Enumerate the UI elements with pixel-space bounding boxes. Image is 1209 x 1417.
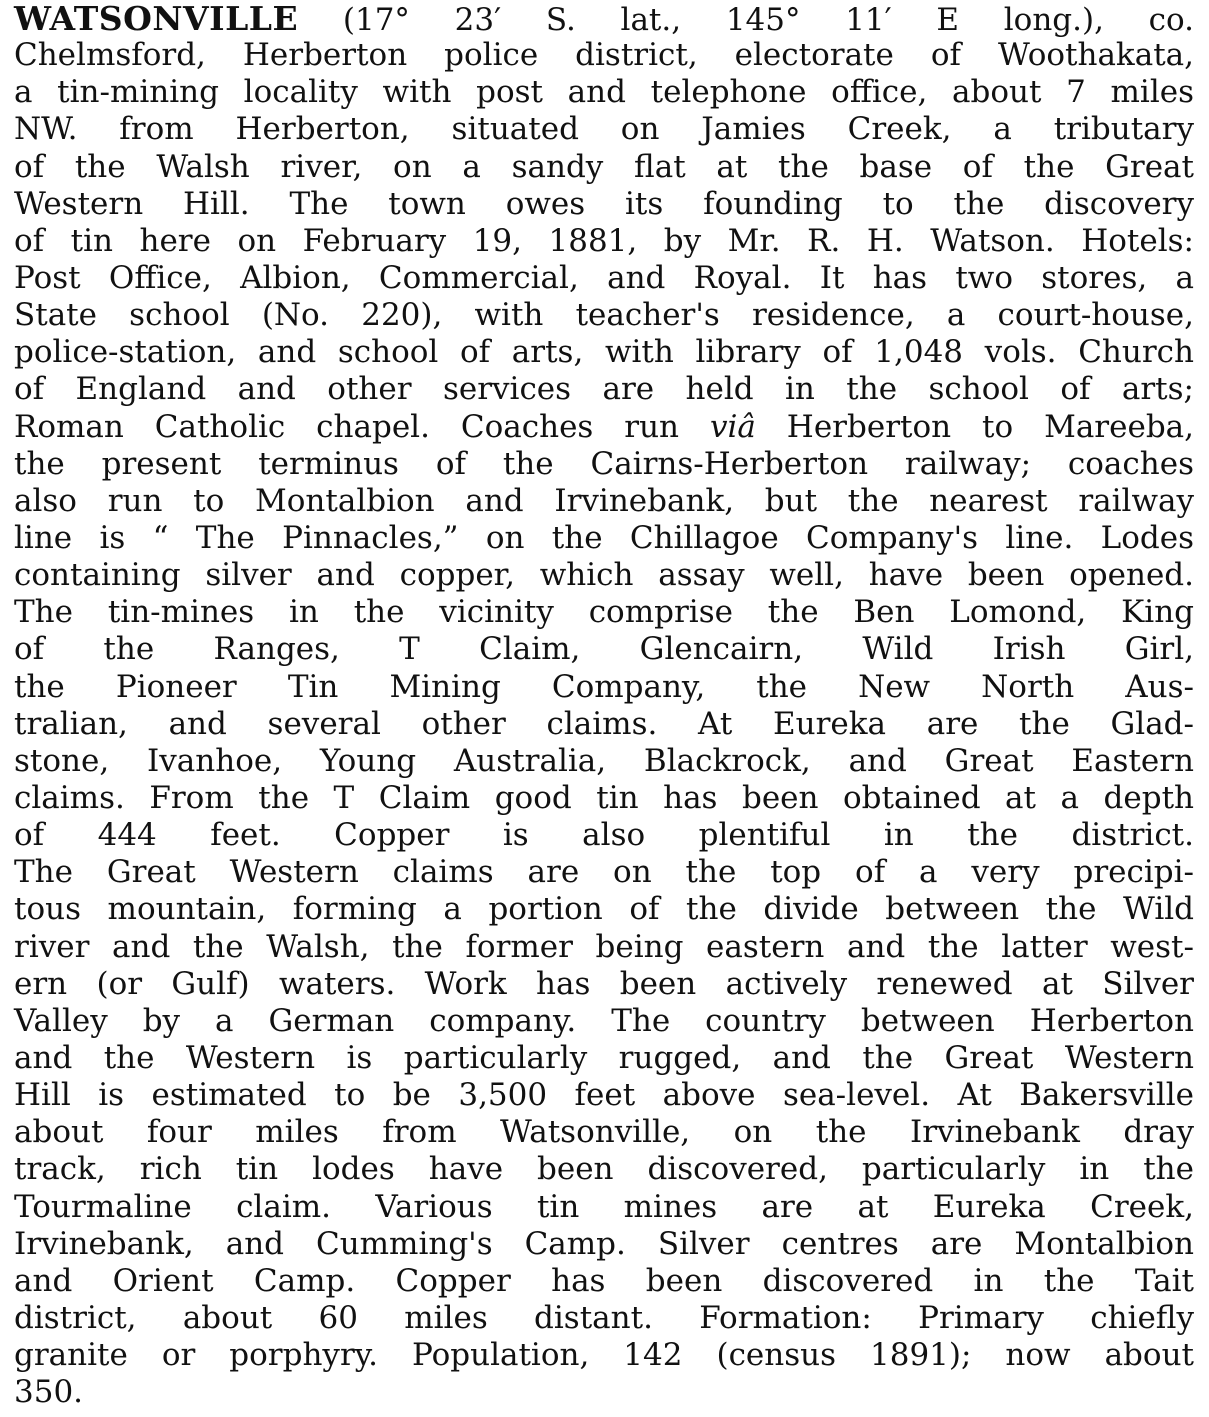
entry-text: Herberton to Mareeba, (755, 408, 1194, 445)
entry-line: Hill is estimated to be 3,500 feet above sea-level. At Bakersville (14, 1077, 1194, 1114)
entry-line: The tin-mines in the vicinity comprise the Ben Lomond, King (14, 594, 1194, 631)
entry-line: Chelmsford, Herberton police district, electorate of Woothakata, (14, 37, 1194, 74)
entry-line: The Great Western claims are on the top of a very precipi- (14, 854, 1194, 891)
coordinates-and-county: (17° 23′ S. lat., 145° 11′ E long.), co. (298, 2, 1194, 38)
entry-line: State school (No. 220), with teacher's residence, a court-house, (14, 297, 1194, 334)
entry-line: the Pioneer Tin Mining Company, the New North Aus- (14, 668, 1194, 705)
entry-line: of tin here on February 19, 1881, by Mr. R. H. Watson. Hotels: (14, 222, 1194, 259)
entry-line: the present terminus of the Cairns-Herberton railway; coaches (14, 445, 1194, 482)
entry-line: of the Walsh river, on a sandy flat at the base of the Great (14, 148, 1194, 185)
entry-line: about four miles from Watsonville, on the Irvinebank dray (14, 1114, 1194, 1151)
entry-line: tralian, and several other claims. At Eureka are the Glad- (14, 705, 1194, 742)
italic-word: viâ (709, 408, 756, 445)
entry-line-with-italic (14, 409, 1194, 446)
entry-line: river and the Walsh, the former being eastern and the latter west- (14, 928, 1194, 965)
entry-line: containing silver and copper, which assay well, have been opened. (14, 557, 1194, 594)
entry-line: of England and other services are held in the school of arts; (14, 371, 1194, 408)
entry-line: Valley by a German company. The country between Herberton (14, 1002, 1194, 1039)
entry-line: district, about 60 miles distant. Formation: Primary chiefly (14, 1299, 1194, 1336)
entry-line: Western Hill. The town owes its founding to the discovery (14, 185, 1194, 222)
entry-line: NW. from Herberton, situated on Jamies Creek, a tributary (14, 111, 1194, 148)
entry-line: Irvinebank, and Cumming's Camp. Silver centres are Montalbion (14, 1225, 1194, 1262)
entry-line: also run to Montalbion and Irvinebank, but the nearest railway (14, 482, 1194, 519)
entry-line: track, rich tin lodes have been discovered, particularly in the (14, 1151, 1194, 1188)
entry-line: stone, Ivanhoe, Young Australia, Blackrock, and Great Eastern (14, 742, 1194, 779)
entry-line: of the Ranges, T Claim, Glencairn, Wild Irish Girl, (14, 631, 1194, 668)
entry-line: line is “ The Pinnacles,” on the Chillagoe Company's line. Lodes (14, 519, 1194, 556)
headword: WATSONVILLE (14, 0, 299, 38)
entry-line: a tin-mining locality with post and telephone office, about 7 miles (14, 74, 1194, 111)
entry-line: of 444 feet. Copper is also plentiful in the district. (14, 817, 1194, 854)
entry-line: tous mountain, forming a portion of the divide between the Wild (14, 891, 1194, 928)
gazetteer-entry (14, 0, 1194, 1411)
entry-line: and the Western is particularly rugged, and the Great Western (14, 1039, 1194, 1076)
entry-text: Roman Catholic chapel. Coaches run (14, 408, 710, 445)
entry-line-1 (14, 0, 1194, 37)
entry-line: granite or porphyry. Population, 142 (census 1891); now about (14, 1337, 1194, 1374)
entry-line: Post Office, Albion, Commercial, and Royal. It has two stores, a (14, 259, 1194, 296)
entry-last-line: 350. (14, 1374, 84, 1411)
entry-line: Tourmaline claim. Various tin mines are at Eureka Creek, (14, 1188, 1194, 1225)
entry-line: police-station, and school of arts, with library of 1,048 vols. Church (14, 334, 1194, 371)
entry-line: ern (or Gulf) waters. Work has been actively renewed at Silver (14, 965, 1194, 1002)
entry-line: claims. From the T Claim good tin has been obtained at a depth (14, 779, 1194, 816)
entry-line: and Orient Camp. Copper has been discovered in the Tait (14, 1262, 1194, 1299)
